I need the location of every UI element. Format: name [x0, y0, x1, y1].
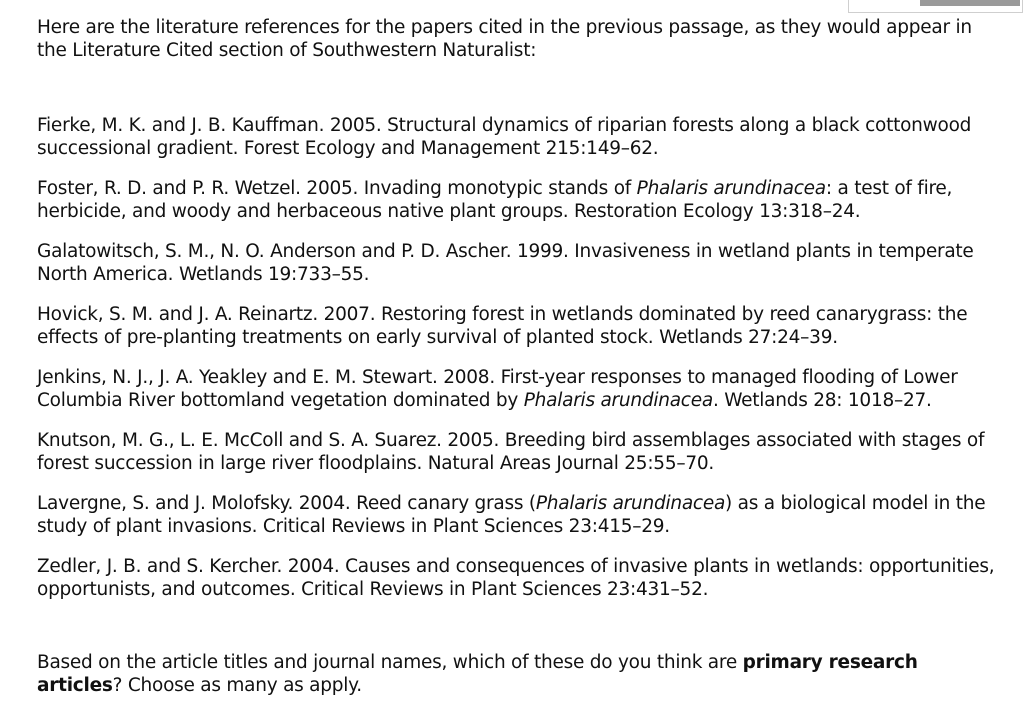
question-prompt — [37, 651, 997, 697]
reference-item — [37, 177, 997, 223]
reference-text: Jenkins, N. J., J. A. Yeakley and E. M. Stewart. 2008. First-year responses to managed flooding of Lower Columbia River bottomland vegetation dominated by — [37, 367, 958, 411]
reference-text: Fierke, M. K. and J. B. Kauffman. 2005. Structural dynamics of riparian forests along a black cottonwood successional gradient. Forest Ecology and Management 215:149–62. — [37, 115, 972, 159]
reference-text-tail: ) as a biological model in the study of plant invasions. Critical Reviews in Plant Sciences 23:415–29. — [37, 493, 986, 537]
top-right-scroll-bar — [920, 0, 1020, 6]
question-text-tail: ? Choose as many as apply. — [112, 675, 362, 696]
reference-species-name: Phalaris arundinacea — [535, 493, 726, 514]
reference-text: Zedler, J. B. and S. Kercher. 2004. Causes and consequences of invasive plants in wetlands: opportunities, opportunists, and outcomes. Critical Reviews in Plant Sciences 23:431–52. — [37, 556, 995, 600]
reference-species-name: Phalaris arundinacea — [523, 390, 713, 411]
reference-item — [37, 555, 997, 601]
question-emphasis: primary research articles — [37, 652, 918, 696]
reference-text: Lavergne, S. and J. Molofsky. 2004. Reed canary grass ( — [37, 493, 536, 514]
reference-text: Hovick, S. M. and J. A. Reinartz. 2007. Restoring forest in wetlands dominated by reed canarygrass: the effects of pre-planting treatments on early survival of planted stock. Wetlands 27:24–39. — [37, 304, 968, 348]
reference-item — [37, 429, 997, 475]
reference-item — [37, 114, 997, 160]
intro-paragraph: Here are the literature references for the papers cited in the previous passage, as they would appear in the Literature Cited section of Southwestern Naturalist: — [37, 17, 972, 61]
main-content — [37, 16, 997, 716]
reference-text: Knutson, M. G., L. E. McColl and S. A. Suarez. 2005. Breeding bird assemblages associated with stages of forest succession in large river floodplains. Natural Areas Journal 25:55–70. — [37, 430, 985, 474]
reference-text: Foster, R. D. and P. R. Wetzel. 2005. Invading monotypic stands of — [37, 178, 637, 199]
top-right-panel — [848, 0, 1023, 13]
reference-text: Galatowitsch, S. M., N. O. Anderson and P. D. Ascher. 1999. Invasiveness in wetland plants in temperate North America. Wetlands 19:733–55. — [37, 241, 974, 285]
reference-item — [37, 240, 997, 286]
question-text: Based on the article titles and journal names, which of these do you think are — [37, 652, 743, 673]
reference-text-tail: . Wetlands 28: 1018–27. — [712, 390, 932, 411]
reference-item — [37, 366, 997, 412]
reference-list — [37, 114, 997, 601]
reference-text-tail: : a test of fire, herbicide, and woody and herbaceous native plant groups. Restoration Ecology 13:318–24. — [37, 178, 953, 222]
reference-item — [37, 303, 997, 349]
reference-item — [37, 492, 997, 538]
reference-species-name: Phalaris arundinacea — [636, 178, 826, 199]
